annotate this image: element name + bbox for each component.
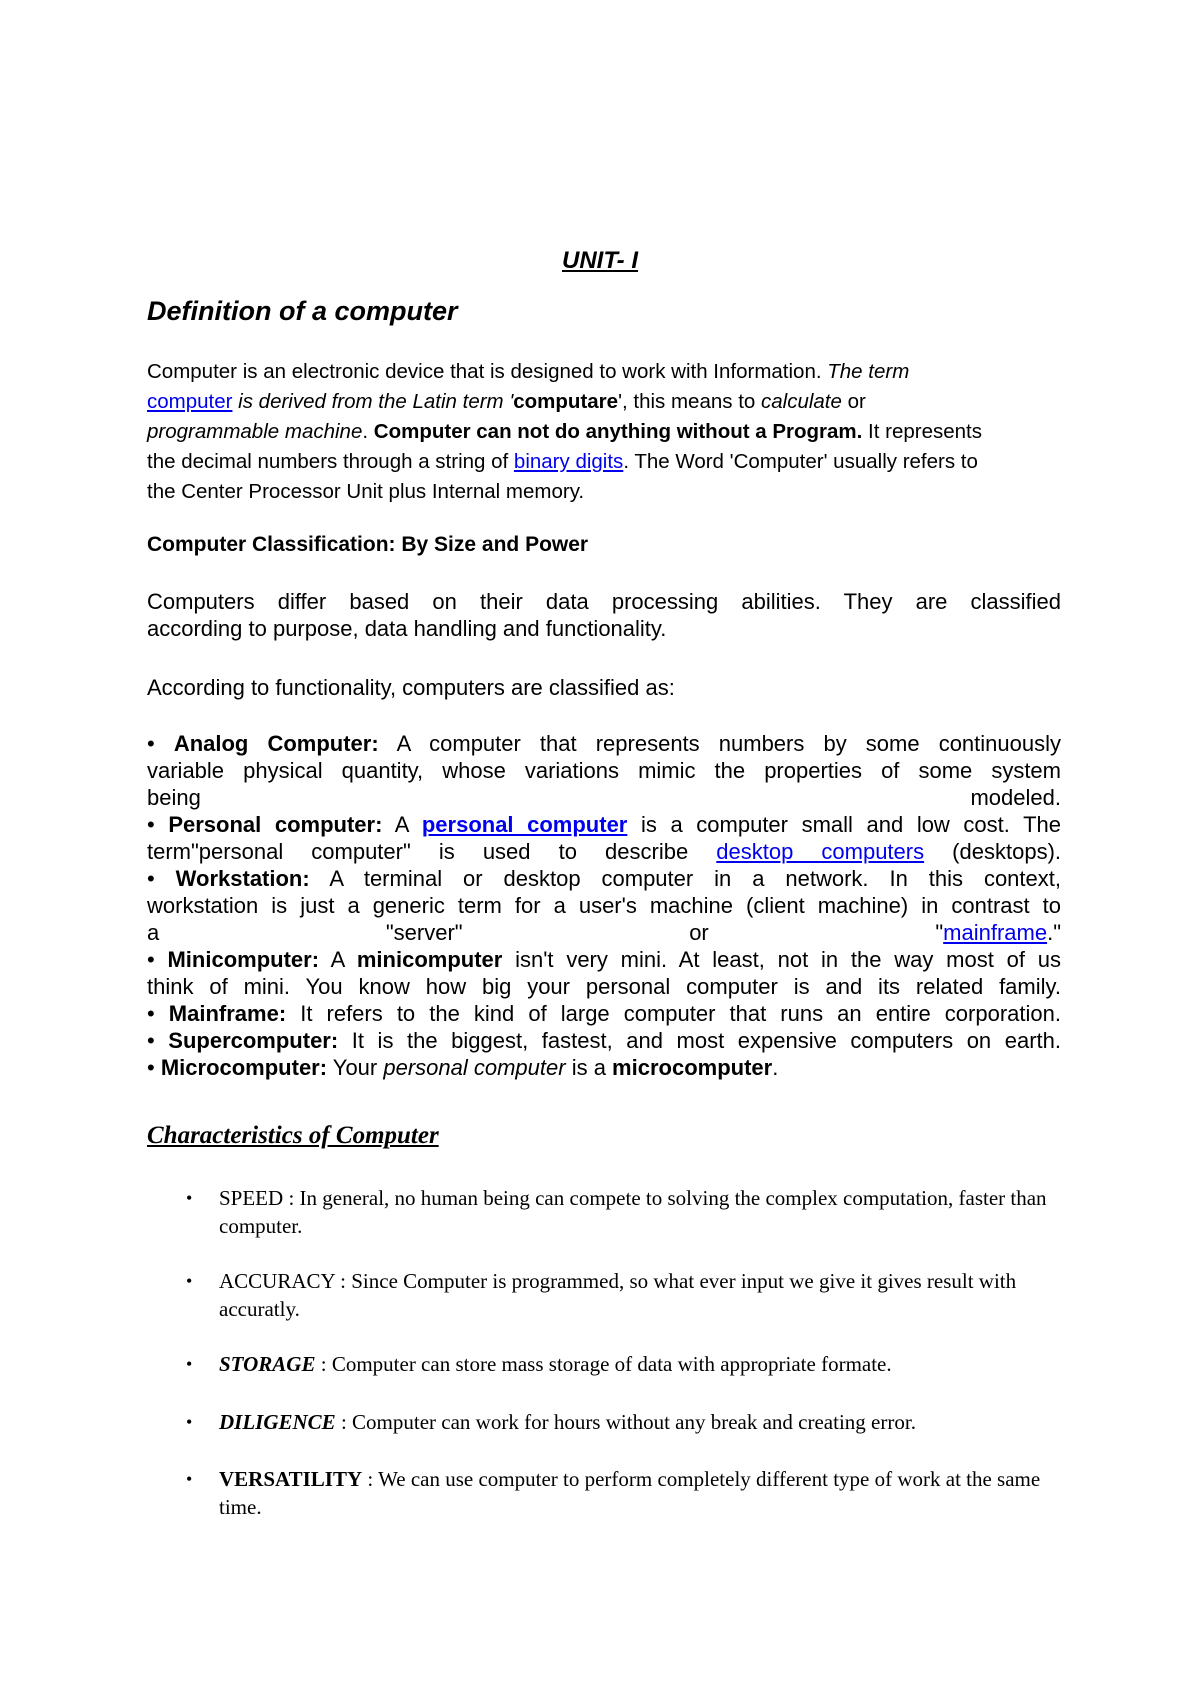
bullet: • [186, 1354, 193, 1374]
characteristic-label: STORAGE [219, 1352, 316, 1376]
bullet: • [147, 812, 155, 837]
list-item-minicomputer [147, 946, 1061, 973]
bold-run: Mainframe: [168, 1001, 287, 1026]
text-run: A [319, 947, 357, 972]
italic-run: is derived from the Latin term ' [232, 390, 514, 413]
text-run: : In general, no human being can compete to solving the complex computation, faster than computer. [219, 1186, 1047, 1238]
bold-run: Microcomputer: [160, 1055, 328, 1080]
characteristic-label: SPEED [219, 1186, 284, 1210]
text-run: A computer that represents numbers by some continuously [378, 731, 1061, 756]
text-run: ', this means to [618, 390, 761, 413]
list-item-personal [147, 811, 1061, 838]
bold-run: Supercomputer: [168, 1028, 339, 1053]
binary-digits-link[interactable]: binary digits [513, 450, 624, 473]
characteristic-accuracy [186, 1267, 1066, 1323]
list-item-workstation [147, 865, 1061, 892]
classification-list [147, 730, 1061, 1081]
list-item-microcomputer [147, 1054, 1061, 1081]
bold-run: Personal computer: [168, 812, 383, 837]
definition-line [147, 387, 1057, 417]
characteristic-text [219, 1184, 1066, 1240]
bullet: • [147, 866, 155, 891]
text-run: . [772, 1055, 779, 1080]
characteristic-text [219, 1408, 1066, 1436]
italic-run: calculate [760, 390, 842, 413]
bold-run: minicomputer [356, 947, 503, 972]
list-item-line [147, 784, 1061, 811]
definition-line [147, 447, 1057, 477]
text-run: It is the biggest, fastest, and most expensive computers on earth. [338, 1028, 1061, 1053]
text-run: A [382, 812, 422, 837]
text-run: being [147, 785, 201, 810]
text-run: : Since Computer is programmed, so what ever input we give it gives result with accuratly. [219, 1269, 1017, 1321]
bullet: • [147, 1028, 155, 1053]
mainframe-link[interactable]: mainframe [943, 920, 1048, 945]
text-run: Computer is an electronic device that is designed to work with Information. [147, 360, 828, 383]
bullet: • [186, 1271, 193, 1291]
list-item-mainframe [147, 1000, 1061, 1027]
characteristic-text [219, 1350, 1066, 1378]
paragraph-line: Computers differ based on their data processing abilities. They are classified [147, 589, 1061, 614]
text-run: term"personal computer" is used to describe [147, 839, 717, 864]
computer-link[interactable]: computer [147, 390, 233, 413]
bold-run: Computer can not do anything without a Program. [373, 420, 863, 443]
characteristic-label: DILIGENCE [219, 1410, 336, 1434]
bullet: • [147, 1055, 155, 1080]
text-run: . The Word 'Computer' usually refers to [623, 450, 978, 473]
characteristic-diligence [186, 1408, 1066, 1436]
bold-run: computare [513, 390, 619, 413]
classification-paragraph [147, 588, 1061, 642]
definition-line [147, 357, 1057, 387]
definition-line [147, 477, 1057, 507]
text-run: modeled. [970, 785, 1061, 810]
text-run: is a [565, 1055, 613, 1080]
bullet: • [147, 1001, 155, 1026]
characteristics-heading: Characteristics of Computer [147, 1122, 439, 1149]
italic-run: The term [827, 360, 910, 383]
text-run: Your [327, 1055, 384, 1080]
text-run: the decimal numbers through a string of [147, 450, 514, 473]
definition-line [147, 417, 1057, 447]
list-item-line: think of mini. You know how big your personal computer is and its related family. [147, 974, 1061, 999]
text-run: is a computer small and low cost. The [627, 812, 1061, 837]
bullet: • [147, 731, 155, 756]
text-run: a [147, 920, 160, 945]
mainframe-quote [935, 919, 1061, 946]
text-run: . [362, 420, 374, 443]
characteristic-label: VERSATILITY [219, 1467, 363, 1491]
characteristic-text [219, 1465, 1066, 1521]
bold-run: microcomputer [612, 1055, 773, 1080]
text-run: A terminal or desktop computer in a network. In this context, [309, 866, 1061, 891]
characteristic-text [219, 1267, 1066, 1323]
text-run: or [841, 390, 866, 413]
text-run: : Computer can store mass storage of data with appropriate formate. [315, 1352, 892, 1376]
text-run: : Computer can work for hours without any break and creating error. [335, 1410, 916, 1434]
text-run: It represents [862, 420, 982, 443]
text-run: ." [1047, 920, 1061, 945]
paragraph-line: according to purpose, data handling and functionality. [147, 616, 667, 641]
list-item-analog [147, 730, 1061, 757]
bold-run: Workstation: [175, 866, 310, 891]
desktop-computers-link[interactable]: desktop computers [716, 839, 925, 864]
bullet: • [186, 1188, 193, 1208]
text-run: It refers to the kind of large computer that runs an entire corporation. [286, 1001, 1061, 1026]
italic-run: programmable machine [147, 420, 363, 443]
list-item-line: variable physical quantity, whose variations mimic the properties of some system [147, 758, 1061, 783]
bullet: • [186, 1412, 193, 1432]
characteristic-storage [186, 1350, 1066, 1378]
definition-heading: Definition of a computer [147, 296, 458, 326]
bold-run: Analog Computer: [173, 731, 379, 756]
characteristic-speed [186, 1184, 1066, 1240]
text-run: " [935, 920, 944, 945]
personal-computer-link[interactable]: personal computer [421, 812, 628, 837]
characteristic-label: ACCURACY [219, 1269, 335, 1293]
list-item-line: workstation is just a generic term for a user's machine (client machine) in contrast to [147, 893, 1061, 918]
text-run: "server" [385, 920, 463, 945]
classification-heading: Computer Classification: By Size and Power [147, 533, 589, 556]
text-run: the Center Processor Unit plus Internal memory. [147, 480, 585, 503]
characteristic-versatility [186, 1465, 1066, 1521]
bullet: • [147, 947, 155, 972]
bullet: • [186, 1469, 193, 1489]
text-run: or [689, 920, 709, 945]
text-run: isn't very mini. At least, not in the way most of us [502, 947, 1061, 972]
list-item-line [147, 838, 1061, 865]
italic-run: personal computer [383, 1055, 566, 1080]
list-item-supercomputer [147, 1027, 1061, 1054]
functionality-intro: According to functionality, computers are classified as: [147, 675, 675, 700]
definition-paragraph [147, 357, 1057, 507]
text-run: (desktops). [924, 839, 1062, 864]
bold-run: Minicomputer: [167, 947, 320, 972]
unit-title: UNIT- I [562, 247, 638, 274]
text-run: : We can use computer to perform completely different type of work at the same time. [219, 1467, 1041, 1519]
list-item-line [147, 919, 1061, 946]
